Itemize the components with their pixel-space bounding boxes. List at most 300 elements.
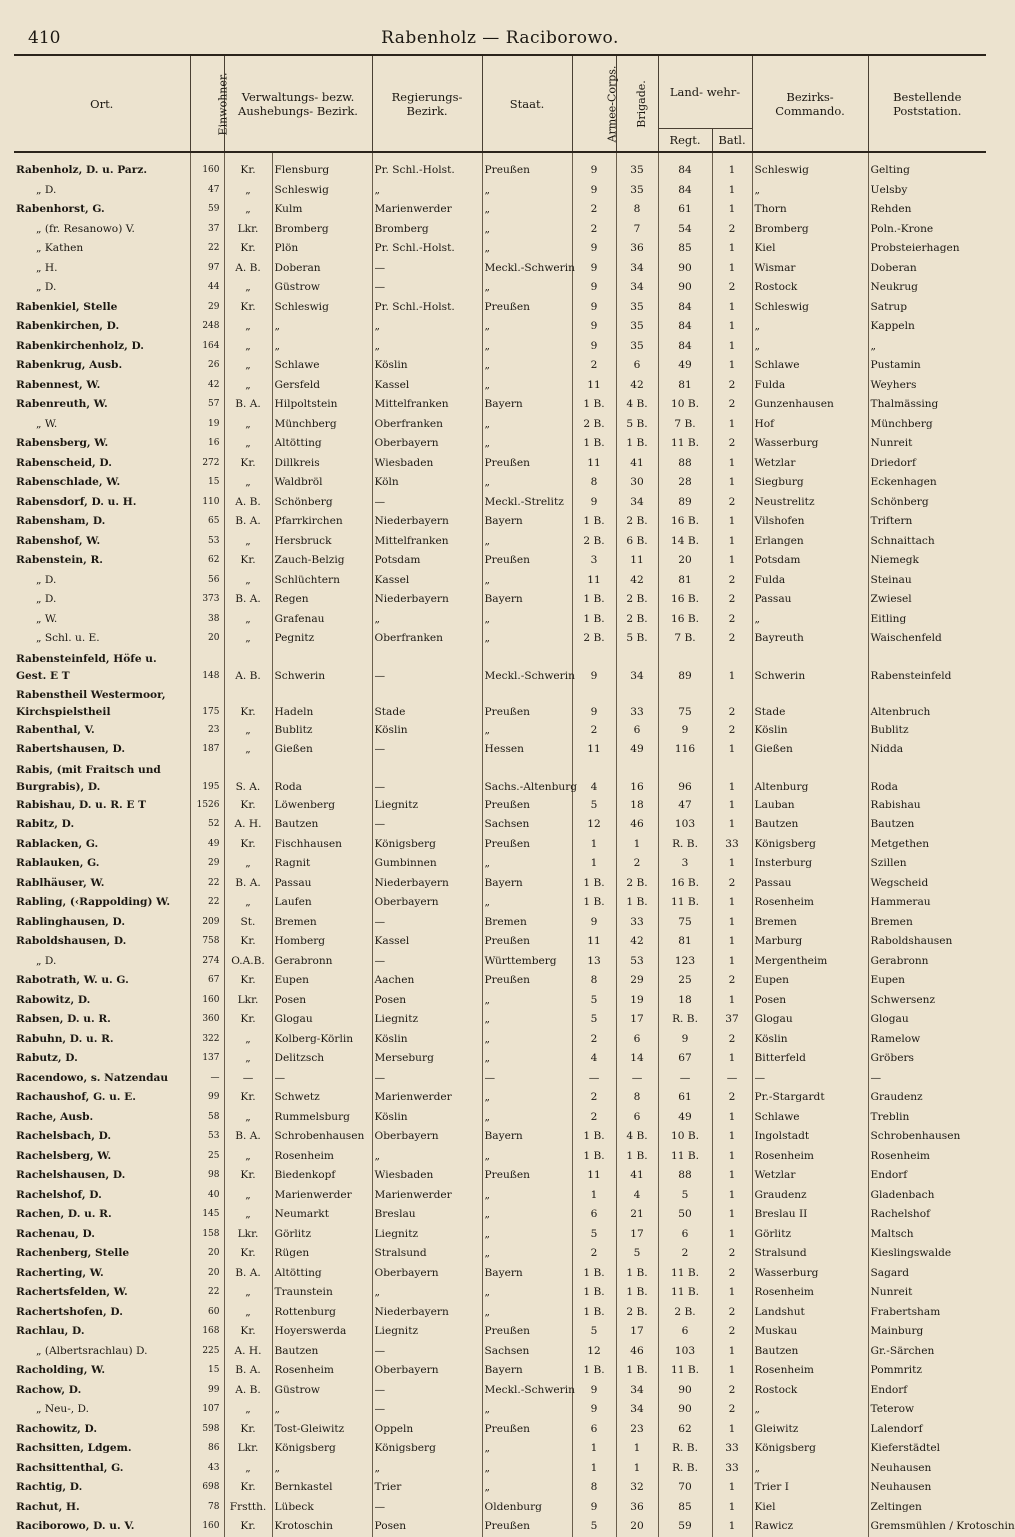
header-ort: Ort. xyxy=(14,55,190,152)
cell-ort: Rabsen, D. u. R. xyxy=(16,1013,111,1025)
cell-staat: „ xyxy=(482,532,572,552)
cell-regiment: 47 xyxy=(658,796,712,816)
cell-brigade: 5 xyxy=(616,1244,658,1264)
cell-verwaltung-typ: — xyxy=(224,1069,272,1089)
cell-bataillon: 2 xyxy=(712,220,752,240)
cell-regiment: 116 xyxy=(658,740,712,760)
cell-bataillon: 1 xyxy=(712,181,752,201)
table-row xyxy=(14,493,986,513)
cell-armee-corps: 9 xyxy=(572,685,616,721)
cell-verwaltung-bezirk: Schwetz xyxy=(272,1088,372,1108)
cell-armee-corps: 8 xyxy=(572,971,616,991)
cell-poststation: Hammerau xyxy=(868,893,986,913)
cell-verwaltung-typ: „ xyxy=(224,532,272,552)
cell-verwaltung-typ: „ xyxy=(224,610,272,630)
cell-verwaltung-typ: Kr. xyxy=(224,161,272,181)
cell-bataillon: 2 xyxy=(712,376,752,396)
cell-bezirkskommando: Schlawe xyxy=(752,356,868,376)
cell-ort: Rabenstheil Westermoor, Kirchspielstheil xyxy=(16,688,166,718)
table-row xyxy=(14,913,986,933)
cell-armee-corps: 5 xyxy=(572,1225,616,1245)
cell-armee-corps: 1 B. xyxy=(572,434,616,454)
cell-einwohner: 373 xyxy=(190,590,224,610)
cell-verwaltung-bezirk: Altötting xyxy=(272,1264,372,1284)
cell-verwaltung-typ: „ xyxy=(224,721,272,741)
cell-regiment: 84 xyxy=(658,161,712,181)
cell-bataillon: 1 xyxy=(712,1478,752,1498)
cell-ort: Rachtig, D. xyxy=(16,1481,83,1493)
cell-brigade: 11 xyxy=(616,551,658,571)
cell-einwohner: 26 xyxy=(190,356,224,376)
cell-regierungsbezirk: — xyxy=(372,952,482,972)
cell-poststation: Driedorf xyxy=(868,454,986,474)
cell-armee-corps: 9 xyxy=(572,317,616,337)
cell-brigade: 41 xyxy=(616,1166,658,1186)
cell-brigade: 17 xyxy=(616,1010,658,1030)
cell-brigade: 6 xyxy=(616,721,658,741)
cell-einwohner: 52 xyxy=(190,815,224,835)
cell-regierungsbezirk: „ xyxy=(372,1459,482,1479)
cell-brigade: 6 xyxy=(616,1108,658,1128)
cell-ort: Rachenau, D. xyxy=(16,1227,95,1240)
cell-verwaltung-bezirk: Schwerin xyxy=(272,649,372,685)
cell-regierungsbezirk: Potsdam xyxy=(372,551,482,571)
cell-verwaltung-typ: B. A. xyxy=(224,874,272,894)
cell-armee-corps: 6 xyxy=(572,1205,616,1225)
table-row xyxy=(14,1264,986,1284)
cell-brigade: 21 xyxy=(616,1205,658,1225)
cell-bezirkskommando: Köslin xyxy=(752,1030,868,1050)
cell-poststation: Gerabronn xyxy=(868,952,986,972)
cell-verwaltung-bezirk: Schlawe xyxy=(272,356,372,376)
cell-verwaltung-typ: Kr. xyxy=(224,551,272,571)
cell-bezirkskommando: Fulda xyxy=(752,376,868,396)
cell-brigade: 23 xyxy=(616,1420,658,1440)
table-row xyxy=(14,239,986,259)
cell-einwohner: 15 xyxy=(190,1361,224,1381)
cell-bezirkskommando: Pr.-Stargardt xyxy=(752,1088,868,1108)
cell-bezirkskommando: Passau xyxy=(752,590,868,610)
cell-regiment: 54 xyxy=(658,220,712,240)
cell-poststation: Nunreit xyxy=(868,434,986,454)
cell-verwaltung-bezirk: Ragnit xyxy=(272,854,372,874)
cell-ort: „ D. xyxy=(36,954,57,967)
cell-bataillon: 1 xyxy=(712,991,752,1011)
cell-ort: Rabensteinfeld, Höfe u. Gest. E T xyxy=(16,652,157,682)
cell-verwaltung-bezirk: Waldbröl xyxy=(272,473,372,493)
table-row xyxy=(14,512,986,532)
cell-ort: Rabitz, D. xyxy=(16,818,75,830)
cell-poststation: Glogau xyxy=(868,1010,986,1030)
cell-regierungsbezirk: Köslin xyxy=(372,1108,482,1128)
cell-einwohner: 98 xyxy=(190,1166,224,1186)
cell-verwaltung-typ: „ xyxy=(224,854,272,874)
cell-bezirkskommando: Schleswig xyxy=(752,298,868,318)
cell-bataillon: — xyxy=(712,1069,752,1089)
cell-armee-corps: 6 xyxy=(572,1420,616,1440)
cell-regierungsbezirk: Stralsund xyxy=(372,1244,482,1264)
cell-ort: Rabennest, W. xyxy=(16,378,101,391)
cell-regierungsbezirk: Marienwerder xyxy=(372,1088,482,1108)
cell-einwohner: 360 xyxy=(190,1010,224,1030)
cell-brigade: 32 xyxy=(616,1478,658,1498)
cell-einwohner: 22 xyxy=(190,874,224,894)
cell-verwaltung-bezirk: Roda xyxy=(272,760,372,796)
cell-regierungsbezirk: Pr. Schl.-Holst. xyxy=(372,239,482,259)
cell-verwaltung-typ: „ xyxy=(224,1108,272,1128)
cell-poststation: Maltsch xyxy=(868,1225,986,1245)
cell-einwohner: 145 xyxy=(190,1205,224,1225)
cell-bataillon: 1 xyxy=(712,740,752,760)
cell-verwaltung-bezirk: Delitzsch xyxy=(272,1049,372,1069)
cell-armee-corps: 1 B. xyxy=(572,1127,616,1147)
cell-einwohner: 110 xyxy=(190,493,224,513)
cell-regiment: 25 xyxy=(658,971,712,991)
cell-bataillon: 1 xyxy=(712,1225,752,1245)
cell-brigade: 36 xyxy=(616,1498,658,1518)
cell-regiment: 75 xyxy=(658,685,712,721)
cell-verwaltung-typ: „ xyxy=(224,1303,272,1323)
cell-armee-corps: 13 xyxy=(572,952,616,972)
cell-regiment: 90 xyxy=(658,1381,712,1401)
cell-staat: „ xyxy=(482,356,572,376)
cell-regiment: 18 xyxy=(658,991,712,1011)
cell-bezirkskommando: Eupen xyxy=(752,971,868,991)
cell-bezirkskommando: Wasserburg xyxy=(752,1264,868,1284)
cell-ort: Rabenreuth, W. xyxy=(16,398,108,410)
cell-einwohner: 58 xyxy=(190,1108,224,1128)
cell-einwohner: 160 xyxy=(190,1517,224,1537)
cell-bezirkskommando: Bayreuth xyxy=(752,629,868,649)
cell-bataillon: 1 xyxy=(712,1342,752,1362)
cell-staat: Württemberg xyxy=(482,952,572,972)
cell-regiment: 2 B. xyxy=(658,1303,712,1323)
cell-staat: „ xyxy=(482,1108,572,1128)
cell-einwohner: 15 xyxy=(190,473,224,493)
cell-regierungsbezirk: Mittelfranken xyxy=(372,395,482,415)
cell-staat: Hessen xyxy=(482,740,572,760)
cell-regiment: 90 xyxy=(658,259,712,279)
cell-verwaltung-bezirk: Güstrow xyxy=(272,1381,372,1401)
cell-brigade: 35 xyxy=(616,298,658,318)
cell-verwaltung-typ: A. B. xyxy=(224,259,272,279)
cell-regierungsbezirk: Mittelfranken xyxy=(372,532,482,552)
cell-regierungsbezirk: — xyxy=(372,740,482,760)
cell-poststation: Nunreit xyxy=(868,1283,986,1303)
table-row xyxy=(14,1459,986,1479)
cell-ort: Rablinghausen, D. xyxy=(16,915,126,928)
cell-regiment: 11 B. xyxy=(658,1264,712,1284)
cell-brigade: 1 B. xyxy=(616,1264,658,1284)
cell-verwaltung-bezirk: Kulm xyxy=(272,200,372,220)
cell-ort: Rachelshof, D. xyxy=(16,1188,102,1201)
cell-poststation: Uelsby xyxy=(868,181,986,201)
table-row xyxy=(14,298,986,318)
cell-einwohner: 160 xyxy=(190,161,224,181)
table-row xyxy=(14,473,986,493)
cell-bezirkskommando: Glogau xyxy=(752,1010,868,1030)
cell-staat: — xyxy=(482,1069,572,1089)
cell-bezirkskommando: Rostock xyxy=(752,278,868,298)
cell-verwaltung-bezirk: Bublitz xyxy=(272,721,372,741)
cell-poststation: Thalmässing xyxy=(868,395,986,415)
cell-ort: „ Neu-, D. xyxy=(36,1403,90,1415)
table-row xyxy=(14,629,986,649)
cell-regierungsbezirk: — xyxy=(372,1498,482,1518)
cell-brigade: 34 xyxy=(616,278,658,298)
cell-regierungsbezirk: — xyxy=(372,815,482,835)
cell-regiment: 67 xyxy=(658,1049,712,1069)
cell-regierungsbezirk: Trier xyxy=(372,1478,482,1498)
cell-verwaltung-typ: A. H. xyxy=(224,815,272,835)
header-armee-corps: Armee-Corps. xyxy=(572,55,616,152)
cell-bezirkskommando: Rosenheim xyxy=(752,1361,868,1381)
header-landwehr: Land- wehr- xyxy=(658,55,752,129)
cell-regierungsbezirk: Oppeln xyxy=(372,1420,482,1440)
cell-brigade: 29 xyxy=(616,971,658,991)
cell-bataillon: 2 xyxy=(712,493,752,513)
cell-einwohner: 78 xyxy=(190,1498,224,1518)
cell-bezirkskommando: Bautzen xyxy=(752,815,868,835)
cell-regiment: 7 B. xyxy=(658,629,712,649)
cell-regierungsbezirk: — xyxy=(372,913,482,933)
cell-poststation: Treblin xyxy=(868,1108,986,1128)
cell-regierungsbezirk: „ xyxy=(372,1147,482,1167)
cell-bataillon: 1 xyxy=(712,200,752,220)
cell-regierungsbezirk: Wiesbaden xyxy=(372,454,482,474)
cell-armee-corps: 9 xyxy=(572,278,616,298)
cell-ort: Rabutz, D. xyxy=(16,1052,78,1064)
table-row xyxy=(14,181,986,201)
cell-ort: Racholding, W. xyxy=(16,1364,106,1376)
cell-regiment: 84 xyxy=(658,298,712,318)
cell-bataillon: 1 xyxy=(712,512,752,532)
cell-armee-corps: 2 xyxy=(572,1108,616,1128)
cell-armee-corps: 5 xyxy=(572,991,616,1011)
cell-staat: „ xyxy=(482,1459,572,1479)
table-row xyxy=(14,278,986,298)
cell-regiment: 10 B. xyxy=(658,1127,712,1147)
cell-bezirkskommando: Wasserburg xyxy=(752,434,868,454)
cell-brigade: 42 xyxy=(616,376,658,396)
cell-regierungsbezirk: Liegnitz xyxy=(372,1322,482,1342)
cell-verwaltung-typ: Kr. xyxy=(224,685,272,721)
cell-poststation: Endorf xyxy=(868,1166,986,1186)
cell-einwohner: 20 xyxy=(190,1264,224,1284)
cell-brigade: 1 xyxy=(616,835,658,855)
cell-ort: Rablauken, G. xyxy=(16,857,100,869)
cell-ort: Rachertshofen, D. xyxy=(16,1305,123,1318)
cell-brigade: 6 B. xyxy=(616,532,658,552)
cell-regierungsbezirk: „ xyxy=(372,1283,482,1303)
table-row xyxy=(14,200,986,220)
cell-einwohner: 60 xyxy=(190,1303,224,1323)
cell-staat: Oldenburg xyxy=(482,1498,572,1518)
cell-regiment: 28 xyxy=(658,473,712,493)
table-row xyxy=(14,1400,986,1420)
cell-verwaltung-typ: „ xyxy=(224,1459,272,1479)
cell-bezirkskommando: „ xyxy=(752,1400,868,1420)
cell-einwohner: 148 xyxy=(190,649,224,685)
cell-regiment: 11 B. xyxy=(658,1147,712,1167)
cell-ort: Rabowitz, D. xyxy=(16,993,91,1006)
cell-ort: Rabenkrug, Ausb. xyxy=(16,359,123,371)
table-row xyxy=(14,1166,986,1186)
cell-poststation: Neuhausen xyxy=(868,1459,986,1479)
cell-verwaltung-bezirk: Neumarkt xyxy=(272,1205,372,1225)
cell-brigade: 41 xyxy=(616,454,658,474)
cell-regierungsbezirk: Aachen xyxy=(372,971,482,991)
cell-verwaltung-bezirk: Bernkastel xyxy=(272,1478,372,1498)
cell-poststation: Lalendorf xyxy=(868,1420,986,1440)
cell-poststation: Weyhers xyxy=(868,376,986,396)
cell-einwohner: 22 xyxy=(190,893,224,913)
cell-verwaltung-bezirk: Biedenkopf xyxy=(272,1166,372,1186)
cell-verwaltung-bezirk: Doberan xyxy=(272,259,372,279)
cell-brigade: 2 B. xyxy=(616,610,658,630)
cell-verwaltung-typ: B. A. xyxy=(224,512,272,532)
cell-poststation: Probsteierhagen xyxy=(868,239,986,259)
cell-armee-corps: 1 xyxy=(572,1459,616,1479)
cell-einwohner: 164 xyxy=(190,337,224,357)
cell-bataillon: 1 xyxy=(712,259,752,279)
cell-staat: „ xyxy=(482,629,572,649)
cell-armee-corps: 4 xyxy=(572,1049,616,1069)
cell-regierungsbezirk: „ xyxy=(372,181,482,201)
cell-staat: „ xyxy=(482,220,572,240)
cell-bataillon: 2 xyxy=(712,721,752,741)
cell-verwaltung-bezirk: Schönberg xyxy=(272,493,372,513)
cell-staat: „ xyxy=(482,200,572,220)
cell-einwohner: 19 xyxy=(190,415,224,435)
cell-einwohner: 20 xyxy=(190,629,224,649)
cell-brigade: 42 xyxy=(616,571,658,591)
cell-bezirkskommando: Gleiwitz xyxy=(752,1420,868,1440)
cell-verwaltung-typ: Kr. xyxy=(224,796,272,816)
cell-bezirkskommando: Ingolstadt xyxy=(752,1127,868,1147)
cell-verwaltung-bezirk: Kolberg-Körlin xyxy=(272,1030,372,1050)
cell-einwohner: 99 xyxy=(190,1088,224,1108)
cell-regiment: 62 xyxy=(658,1420,712,1440)
cell-einwohner: — xyxy=(190,1069,224,1089)
cell-bataillon: 1 xyxy=(712,1186,752,1206)
cell-verwaltung-typ: O.A.B. xyxy=(224,952,272,972)
table-row xyxy=(14,551,986,571)
cell-brigade: 8 xyxy=(616,200,658,220)
cell-armee-corps: 11 xyxy=(572,376,616,396)
cell-staat: „ xyxy=(482,473,572,493)
cell-bezirkskommando: Trier I xyxy=(752,1478,868,1498)
cell-bataillon: 2 xyxy=(712,629,752,649)
cell-armee-corps: 1 B. xyxy=(572,1264,616,1284)
cell-ort: Rachertsfelden, W. xyxy=(16,1286,128,1298)
cell-staat: „ xyxy=(482,1244,572,1264)
cell-regiment: 84 xyxy=(658,337,712,357)
cell-regierungsbezirk: Niederbayern xyxy=(372,590,482,610)
cell-bezirkskommando: Königsberg xyxy=(752,835,868,855)
cell-armee-corps: 2 xyxy=(572,356,616,376)
cell-staat: „ xyxy=(482,571,572,591)
table-row xyxy=(14,532,986,552)
cell-staat: Preußen xyxy=(482,1517,572,1537)
cell-staat: Meckl.-Schwerin xyxy=(482,649,572,685)
header-verwaltung: Verwaltungs- bezw. Aushebungs- Bezirk. xyxy=(224,55,372,152)
cell-verwaltung-typ: „ xyxy=(224,337,272,357)
cell-verwaltung-bezirk: Marienwerder xyxy=(272,1186,372,1206)
cell-bataillon: 2 xyxy=(712,1400,752,1420)
cell-ort: Rabenkiel, Stelle xyxy=(16,300,118,313)
cell-armee-corps: 8 xyxy=(572,1478,616,1498)
cell-bezirkskommando: Rosenheim xyxy=(752,1283,868,1303)
table-row xyxy=(14,893,986,913)
cell-bezirkskommando: „ xyxy=(752,317,868,337)
cell-regiment: 88 xyxy=(658,1166,712,1186)
cell-brigade: 33 xyxy=(616,685,658,721)
cell-verwaltung-bezirk: Gersfeld xyxy=(272,376,372,396)
cell-armee-corps: 5 xyxy=(572,1517,616,1537)
cell-regierungsbezirk: Wiesbaden xyxy=(372,1166,482,1186)
cell-poststation: Steinau xyxy=(868,571,986,591)
cell-verwaltung-typ: „ xyxy=(224,1030,272,1050)
cell-regiment: 103 xyxy=(658,1342,712,1362)
cell-armee-corps: 5 xyxy=(572,796,616,816)
cell-poststation: Kappeln xyxy=(868,317,986,337)
cell-einwohner: 758 xyxy=(190,932,224,952)
cell-regiment: 88 xyxy=(658,454,712,474)
table-row xyxy=(14,1225,986,1245)
cell-einwohner: 225 xyxy=(190,1342,224,1362)
cell-verwaltung-bezirk: Altötting xyxy=(272,434,372,454)
table-row xyxy=(14,1322,986,1342)
cell-armee-corps: 2 xyxy=(572,200,616,220)
cell-bataillon: 1 xyxy=(712,317,752,337)
cell-armee-corps: 1 xyxy=(572,854,616,874)
cell-armee-corps: 9 xyxy=(572,259,616,279)
cell-regierungsbezirk: Köslin xyxy=(372,721,482,741)
cell-verwaltung-bezirk: Görlitz xyxy=(272,1225,372,1245)
cell-staat: „ xyxy=(482,239,572,259)
cell-regiment: 61 xyxy=(658,200,712,220)
cell-regiment: 14 B. xyxy=(658,532,712,552)
cell-armee-corps: 12 xyxy=(572,1342,616,1362)
cell-bezirkskommando: Bautzen xyxy=(752,1342,868,1362)
cell-regierungsbezirk: Königsberg xyxy=(372,835,482,855)
cell-bezirkskommando: — xyxy=(752,1069,868,1089)
cell-armee-corps: 9 xyxy=(572,1498,616,1518)
cell-einwohner: 29 xyxy=(190,854,224,874)
cell-bataillon: 1 xyxy=(712,760,752,796)
cell-bezirkskommando: Wetzlar xyxy=(752,1166,868,1186)
cell-bataillon: 1 xyxy=(712,932,752,952)
cell-armee-corps: 9 xyxy=(572,161,616,181)
cell-bezirkskommando: Wetzlar xyxy=(752,454,868,474)
cell-poststation: Pustamin xyxy=(868,356,986,376)
cell-poststation: Gelting xyxy=(868,161,986,181)
table-row xyxy=(14,685,986,721)
cell-verwaltung-typ: Kr. xyxy=(224,239,272,259)
cell-bataillon: 1 xyxy=(712,1049,752,1069)
cell-regiment: 84 xyxy=(658,317,712,337)
cell-verwaltung-bezirk: Zauch-Belzig xyxy=(272,551,372,571)
cell-einwohner: 56 xyxy=(190,571,224,591)
cell-verwaltung-typ: Lkr. xyxy=(224,1225,272,1245)
cell-bezirkskommando: Schleswig xyxy=(752,161,868,181)
cell-verwaltung-typ: Kr. xyxy=(224,971,272,991)
cell-staat: Preußen xyxy=(482,971,572,991)
cell-verwaltung-bezirk: Hadeln xyxy=(272,685,372,721)
cell-bezirkskommando: Schwerin xyxy=(752,649,868,685)
cell-verwaltung-typ: Kr. xyxy=(224,1244,272,1264)
